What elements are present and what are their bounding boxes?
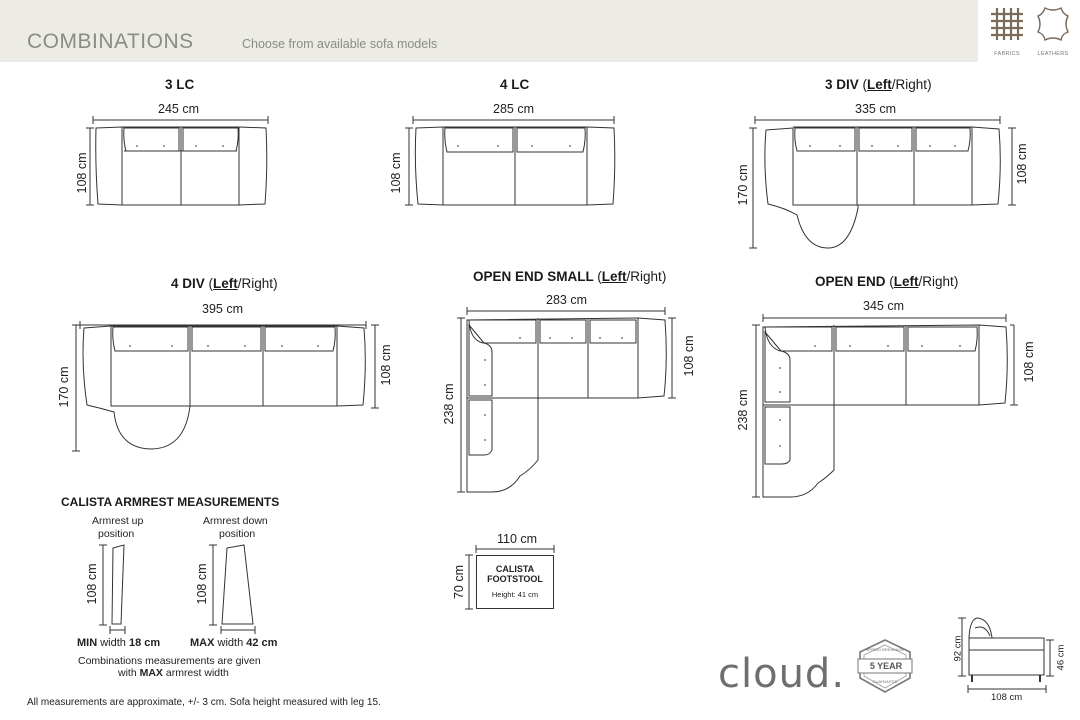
cloud-logo: cloud. [718, 651, 846, 697]
model-4lc-depth: 108 cm [389, 152, 403, 194]
model-oes-right: Right [630, 269, 662, 284]
footstool-name-2: FOOTSTOOL [487, 574, 543, 584]
model-oes-back-depth: 108 cm [682, 335, 696, 377]
model-3lc-title: 3 LC [165, 77, 195, 92]
armrest-up-label-1: Armrest up [92, 515, 144, 527]
profile-seat-height: 46 cm [1055, 644, 1067, 671]
model-4div-right: Right [241, 276, 274, 291]
footstool-height: Height: 41 cm [491, 590, 539, 599]
model-open-end-title: OPEN END (Left/Right) [815, 274, 959, 289]
model-oes-width: 283 cm [546, 293, 587, 307]
fabrics-label: FABRICS [994, 51, 1020, 57]
badge-top: SPRING BREAKAGE [865, 647, 905, 652]
model-4div-back-depth: 108 cm [379, 344, 393, 386]
armrest-up-height: 108 cm [85, 563, 99, 605]
disclaimer: All measurements are approximate, +/- 3 cm. Sofa height measured with leg 15. [27, 697, 381, 708]
model-oe-width: 345 cm [863, 299, 904, 313]
armrest-down-height: 108 cm [195, 563, 209, 605]
model-open-end-small-title: OPEN END SMALL (Left/Right) [473, 269, 667, 284]
model-4div-depth: 170 cm [57, 366, 71, 408]
footstool-box [476, 555, 554, 609]
model-4lc-width: 285 cm [493, 102, 534, 116]
model-oe-depth: 238 cm [736, 389, 750, 431]
sofa-open-end-small-drawing [457, 307, 676, 492]
armrest-min-mid: width [97, 637, 129, 649]
armrest-note-1: Combinations measurements are given [78, 655, 261, 667]
model-3lc-width: 245 cm [158, 102, 199, 116]
profile-depth: 108 cm [991, 692, 1023, 703]
model-oes-name: OPEN END SMALL [473, 269, 594, 284]
model-oes-depth: 238 cm [442, 383, 456, 425]
model-3lc-depth: 108 cm [75, 152, 89, 194]
leathers-label: LEATHERS [1037, 51, 1069, 57]
armrest-note-2-post: armrest width [162, 667, 229, 679]
armrest-up-label-2: position [98, 528, 135, 540]
sofa-3lc-drawing [86, 116, 268, 205]
model-3div-title: 3 DIV (Left/Right) [825, 77, 932, 92]
profile-height: 92 cm [952, 635, 964, 662]
armrest-note-2-bold: MAX [139, 667, 163, 679]
armrest-drawings [99, 545, 255, 634]
model-3div-back-depth: 108 cm [1015, 143, 1029, 185]
armrest-max-mid: width [214, 637, 247, 649]
armrest-max-value: 42 cm [246, 637, 278, 649]
model-3div-right: Right [895, 77, 928, 92]
model-3div-name: 3 DIV [825, 77, 859, 92]
armrest-min-prefix: MIN [77, 637, 98, 649]
model-oe-back-depth: 108 cm [1022, 341, 1036, 383]
footstool-name-1: CALISTA [495, 564, 535, 574]
armrest-min-value: 18 cm [128, 637, 161, 649]
model-4div-title: 4 DIV (Left/Right) [171, 276, 278, 291]
model-oes-left: Left [601, 269, 627, 284]
model-oe-name: OPEN END [815, 274, 886, 289]
sofa-open-end-drawing [752, 314, 1018, 497]
sofa-3div-drawing [749, 116, 1016, 248]
sofa-profile-drawing [958, 618, 1054, 693]
model-4lc-title: 4 LC [500, 77, 530, 92]
sofa-4lc-drawing [405, 116, 615, 205]
footstool-depth: 70 cm [452, 564, 466, 600]
footstool-width: 110 cm [497, 532, 538, 546]
armrest-max-prefix: MAX [190, 637, 215, 649]
armrest-note-2 [118, 667, 229, 679]
armrest-max-width [190, 637, 277, 649]
page-title: COMBINATIONS [27, 30, 194, 53]
armrest-down-label-1: Armrest down [203, 515, 268, 527]
model-3div-left: Left [867, 77, 892, 92]
model-3div-depth: 170 cm [736, 164, 750, 206]
model-oe-left: Left [893, 274, 919, 289]
armrest-min-width [77, 637, 160, 649]
model-oe-right: Right [922, 274, 954, 289]
armrest-down-label-2: position [219, 528, 256, 540]
armrest-section-title: CALISTA ARMREST MEASUREMENTS [61, 495, 280, 509]
model-4div-left: Left [213, 276, 238, 291]
page-subtitle: Choose from available sofa models [242, 37, 438, 51]
model-4div-width: 395 cm [202, 302, 243, 316]
badge-main: 5 YEAR [869, 661, 903, 671]
sofa-4div-drawing [72, 321, 379, 451]
model-3div-width: 335 cm [855, 102, 896, 116]
model-4div-name: 4 DIV [171, 276, 205, 291]
armrest-note-2-pre: with [118, 667, 140, 679]
badge-bottom: GUARANTEE [872, 679, 898, 684]
